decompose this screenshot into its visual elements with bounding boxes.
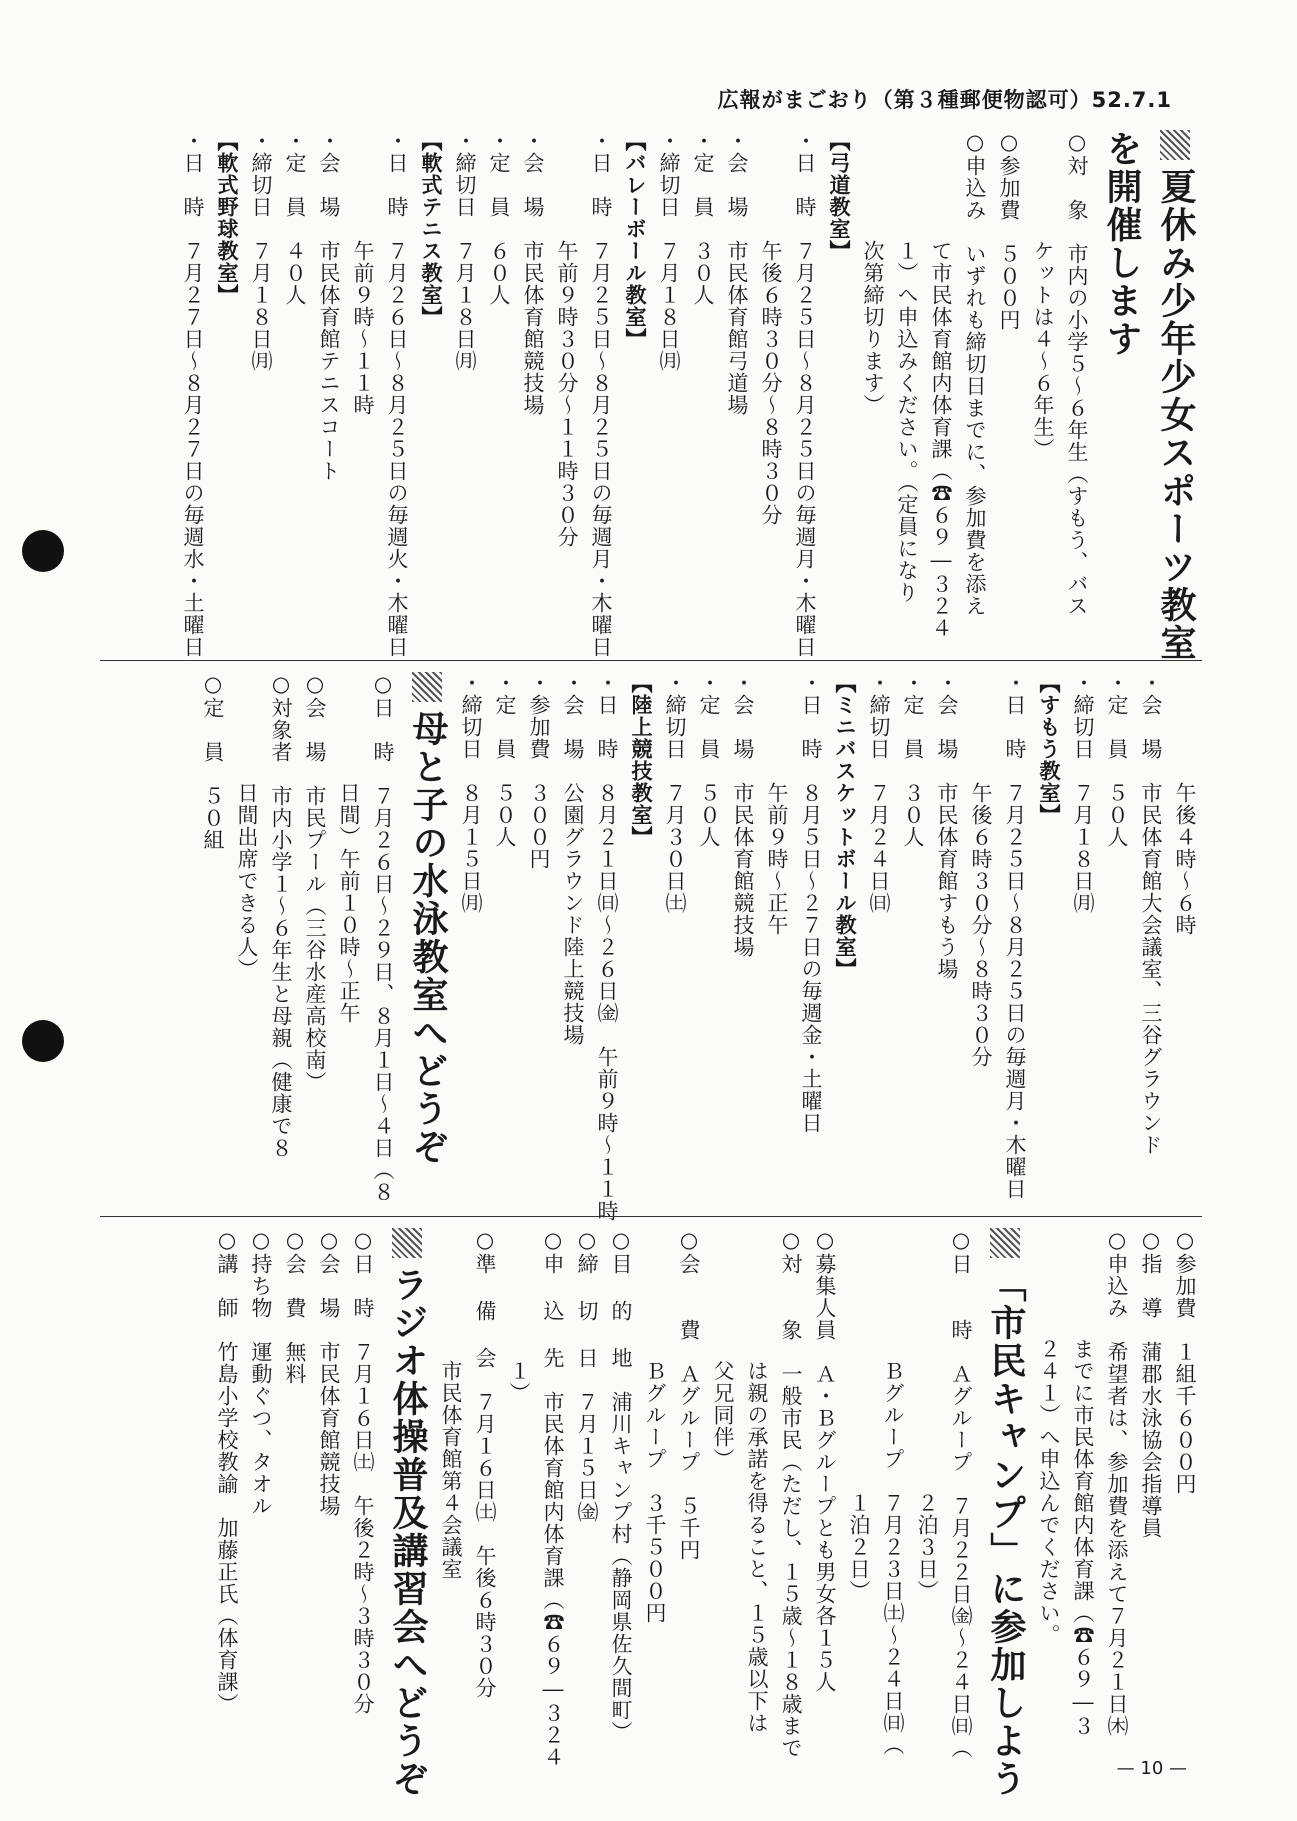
section-title: 夏休み少年少女スポーツ教室 bbox=[1152, 130, 1198, 650]
text-line: ○対象者 市内小学１～６年生と母親（健康で８ bbox=[269, 672, 293, 1159]
text-line: ○会 場 市民体育館競技場 bbox=[317, 1228, 341, 1517]
text-line: ・締切日 ７月１８日㈪ bbox=[453, 130, 477, 372]
text-line: ・締切日 ７月１８日㈪ bbox=[249, 130, 273, 372]
text-line: Ｂグループ ７月２３日㈯～２４日㈰（ bbox=[881, 1228, 905, 1756]
text-line: ○申 込 先 市民体育館内体育課（☎６９―３２４ bbox=[541, 1228, 565, 1768]
text-line: て市民体育館内体育課（☎６９―３２４ bbox=[929, 130, 953, 639]
text-line: ○目 的 地 浦川キャンプ村（静岡県佐久間町） bbox=[609, 1228, 633, 1743]
text-line: ○日 時 ７月２６日～２９日、８月１日～４日（８ bbox=[371, 672, 395, 1203]
text-line: ○参加費 １組千６００円 bbox=[1173, 1228, 1197, 1495]
text-line: 午後６時３０分～８時３０分 bbox=[969, 672, 993, 1068]
text-line: 父兄同伴） bbox=[711, 1228, 735, 1470]
divider bbox=[100, 660, 1202, 661]
punch-hole bbox=[22, 1020, 64, 1062]
text-line: ・定 員 ５０人 bbox=[697, 672, 721, 848]
text-line: ・定 員 ３０人 bbox=[691, 130, 715, 306]
text-line: ・定 員 ４０人 bbox=[283, 130, 307, 306]
section-title: 「市民キャンプ」に参加しよう bbox=[982, 1228, 1028, 1748]
text-line: ケットは４～６年生） bbox=[1031, 130, 1055, 460]
text-line: ・日 時 ７月２７日～８月２７日の毎週水・土曜日 bbox=[181, 130, 205, 658]
text-line: ・定 員 ５０人 bbox=[1105, 672, 1129, 848]
text-line: １）へ申込みください。（定員になり bbox=[895, 130, 919, 604]
text-line: 午後６時３０分～８時３０分 bbox=[759, 130, 783, 526]
text-line: ２４１）へ申込んでください。 bbox=[1037, 1228, 1061, 1646]
page-number: — 10 — bbox=[1116, 1758, 1187, 1779]
text-line: 次第締切ります） bbox=[861, 130, 885, 416]
text-line: ・会 場 市民体育館競技場 bbox=[521, 130, 545, 416]
text-line: ・締切日 ７月２４日㈰ bbox=[867, 672, 891, 914]
hatch-mark bbox=[392, 1228, 422, 1258]
text-line: １泊２日） bbox=[847, 1228, 871, 1602]
text-line: ・日 時 ７月２５日～８月２５日の毎週月・木曜日 bbox=[1003, 672, 1027, 1200]
text-line: 午前９時～１１時 bbox=[351, 130, 375, 416]
subsection-label: 【ミニバスケットボール教室】 bbox=[833, 672, 857, 980]
subsection-label: 【軟式野球教室】 bbox=[215, 130, 239, 306]
text-line: は親の承諾を得ること、１５歳以下は bbox=[745, 1228, 769, 1734]
text-line: ・定 員 ５０人 bbox=[493, 672, 517, 848]
text-line: ・締切日 ８月１５日㈪ bbox=[459, 672, 483, 914]
text-line: ・会 場 市民体育館大会議室、三谷グラウンド bbox=[1139, 672, 1163, 1156]
text-line: 午前９時３０分～１１時３０分 bbox=[555, 130, 579, 548]
text-line: ・日 時 ７月２５日～８月２５日の毎週月・木曜日 bbox=[589, 130, 613, 658]
band-sports bbox=[102, 130, 1202, 662]
text-line: ・会 場 市民体育館すもう場 bbox=[935, 672, 959, 980]
subsection-label: 【弓道教室】 bbox=[827, 130, 851, 262]
hatch-mark bbox=[1160, 130, 1190, 160]
text-line: ・定 員 ３０人 bbox=[901, 672, 925, 848]
text-line: ○定 員 ５０組 bbox=[201, 672, 225, 851]
text-line: 午後４時～６時 bbox=[1173, 672, 1197, 936]
text-line: ・締切日 ７月１８日㈪ bbox=[1071, 672, 1095, 914]
text-line: ・日 時 ７月２６日～８月２５日の毎週火・木曜日 bbox=[385, 130, 409, 658]
text-line: ○申込み 希望者は、参加費を添えて７月２１日㈭ bbox=[1105, 1228, 1129, 1737]
text-line: ○対 象 市内の小学５～６年生（すもう、バス bbox=[1065, 130, 1089, 617]
text-line: 日間出席できる人） bbox=[235, 672, 259, 980]
text-line: ○締 切 日 ７月１５日㈮ bbox=[575, 1228, 599, 1523]
header-line: 広報がまごおり（第３種郵便物認可）52.7.1 bbox=[717, 88, 1172, 112]
hatch-mark bbox=[990, 1228, 1020, 1258]
section-title: を開催します bbox=[1101, 130, 1142, 358]
text-line: ・日 時 ８月２１日㈰～２６日㈮ 午前９時～１１時 bbox=[595, 672, 619, 1222]
subsection-label: 【すもう教室】 bbox=[1037, 672, 1061, 826]
subsection-label: 【バレーボール教室】 bbox=[623, 130, 647, 350]
section-title: ラジオ体操普及講習会へどうぞ bbox=[384, 1228, 430, 1748]
text-line: 市民体育館第４会議室 bbox=[439, 1228, 463, 1580]
text-line: ・日 時 ８月５日～２７日の毎週金・土曜日 bbox=[799, 672, 823, 1134]
text-line: ○日 時 Ａグループ ７月２２日㈮～２４日㈰（ bbox=[949, 1228, 973, 1759]
text-line: ２泊３日） bbox=[915, 1228, 939, 1602]
text-line: ○講 師 竹島小学校教諭 加藤正氏（体育課） bbox=[215, 1228, 239, 1715]
text-line: ・会 場 公園グラウンド陸上競技場 bbox=[561, 672, 585, 1046]
text-line: ○準 備 会 ７月１６日㈯ 午後６時３０分 bbox=[473, 1228, 497, 1699]
text-line: ○会 費 Ａグループ ５千円 bbox=[677, 1228, 701, 1561]
subsection-label: 【陸上競技教室】 bbox=[629, 672, 653, 848]
text-line: Ｂグループ ３千５００円 bbox=[643, 1228, 667, 1624]
text-line: ○会 費 無料 bbox=[283, 1228, 307, 1385]
text-line: までに市民体育館内体育課（☎６９―３ bbox=[1071, 1228, 1095, 1737]
text-line: ・会 場 市民体育館競技場 bbox=[731, 672, 755, 958]
text-line: ・締切日 ７月１８日㈪ bbox=[657, 130, 681, 372]
subsection-label: 【軟式テニス教室】 bbox=[419, 130, 443, 328]
text-line: ・定 員 ６０人 bbox=[487, 130, 511, 306]
text-line: ○日 時 ７月１６日㈯ 午後２時～３時３０分 bbox=[351, 1228, 375, 1715]
text-line: ・参加費 ３００円 bbox=[527, 672, 551, 870]
section-title: 母と子の水泳教室へどうぞ bbox=[404, 672, 450, 1207]
text-line: 日間）午前１０時～正午 bbox=[337, 672, 361, 1024]
band-sports-swim bbox=[102, 672, 1202, 1222]
text-line: ○会 場 市民プール（三谷水産高校南） bbox=[303, 672, 327, 1093]
text-line: ○申込み いずれも締切日までに、参加費を添え bbox=[963, 130, 987, 617]
text-line: ・会 場 市民体育館弓道場 bbox=[725, 130, 749, 416]
text-line: １） bbox=[507, 1228, 531, 1404]
text-line: ○持ち物 運動ぐつ、タオル bbox=[249, 1228, 273, 1517]
text-line: 午前９時～正午 bbox=[765, 672, 789, 936]
text-line: ・会 場 市民体育館テニスコート bbox=[317, 130, 341, 482]
text-line: ○参加費 ５００円 bbox=[997, 130, 1021, 331]
text-line: ・日 時 ７月２５日～８月２５日の毎週月・木曜日 bbox=[793, 130, 817, 658]
punch-hole bbox=[22, 530, 64, 572]
text-line: ・締切日 ７月３０日㈯ bbox=[663, 672, 687, 914]
hatch-mark bbox=[412, 672, 442, 702]
text-line: ○対 象 一般市民（ただし、１５歳～１８歳まで bbox=[779, 1228, 803, 1759]
divider bbox=[100, 1216, 1202, 1217]
text-line: ○募集人員 Ａ・Ｂグループとも男女各１５人 bbox=[813, 1228, 837, 1693]
text-line: ○指 導 蒲郡水泳協会指導員 bbox=[1139, 1228, 1163, 1539]
